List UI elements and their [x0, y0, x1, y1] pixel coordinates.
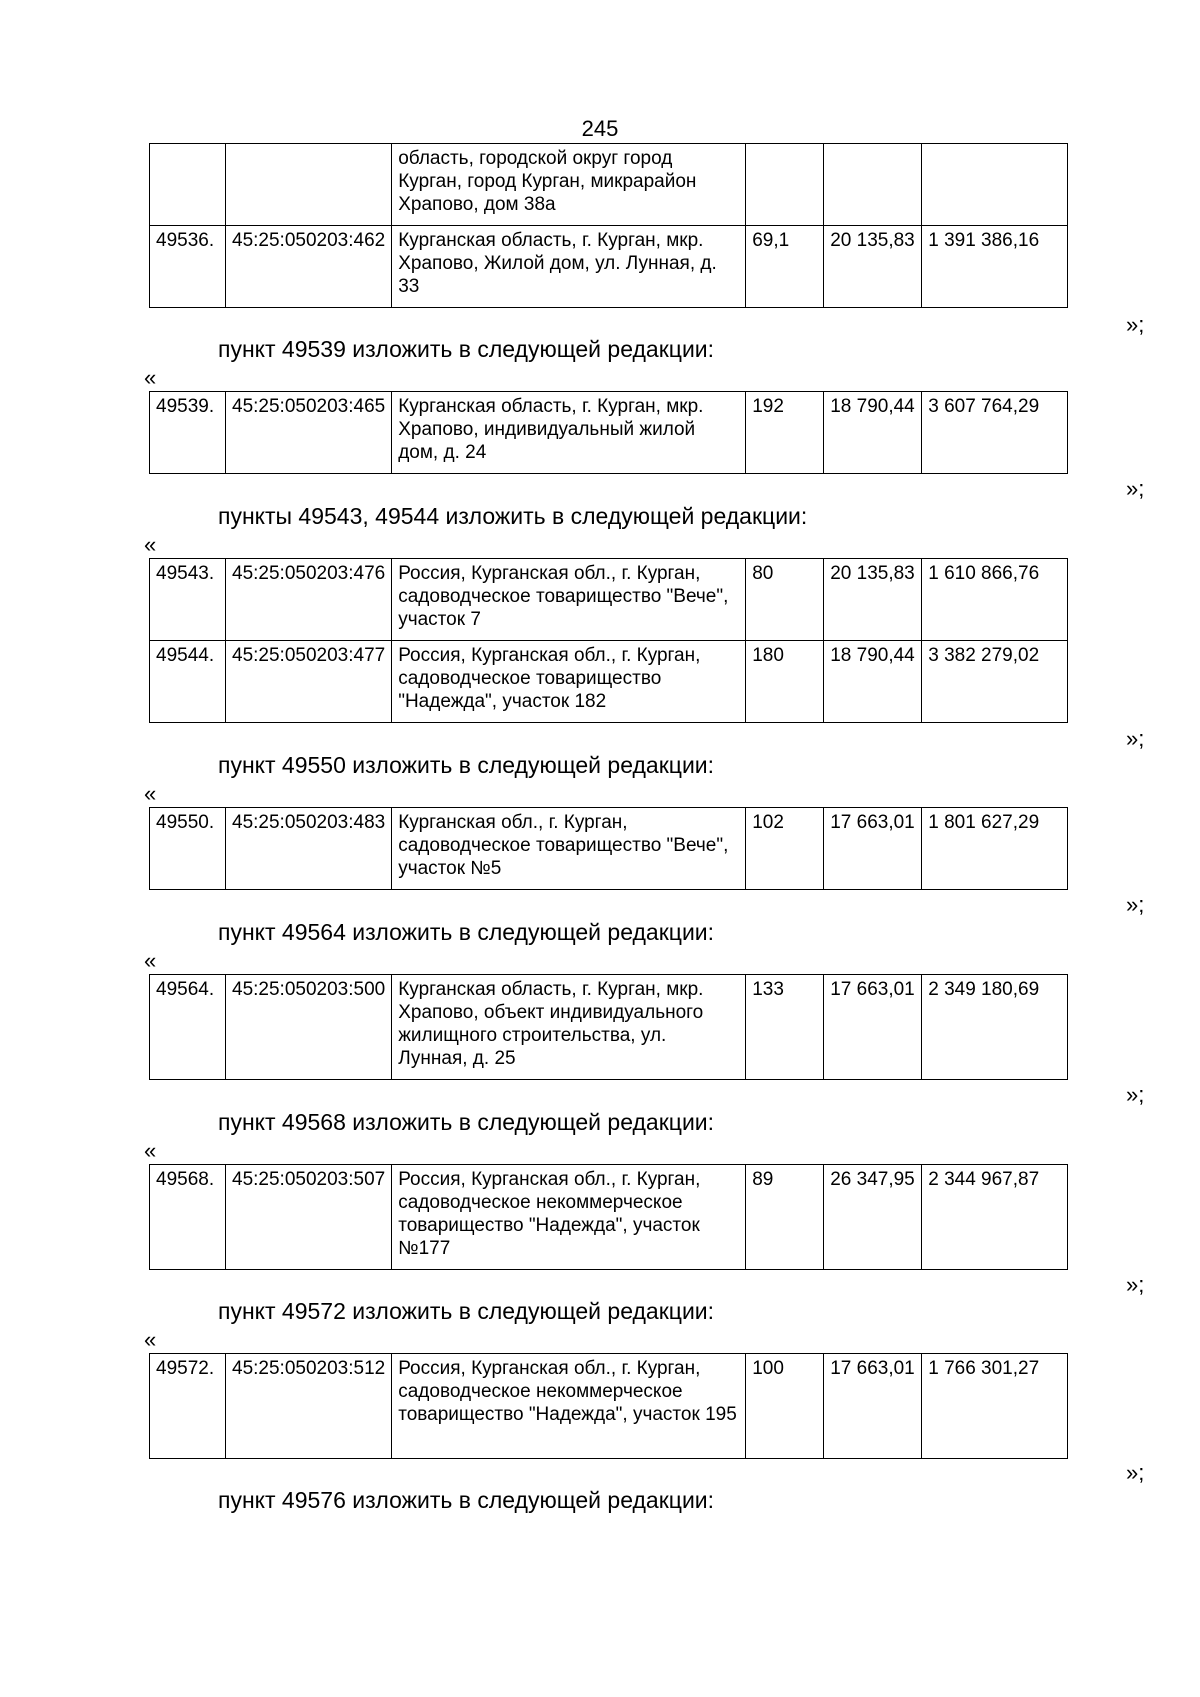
address: Курганская обл., г. Курган, садоводческое товарищество "Вече", участок №5 [392, 808, 746, 890]
unit-value: 17 663,01 [824, 808, 922, 890]
area: 80 [746, 559, 824, 641]
area: 192 [746, 392, 824, 474]
row-number: 49572. [150, 1354, 226, 1459]
closing-quote: »; [1126, 1272, 1145, 1297]
registry-table [149, 558, 1068, 723]
cadastral-value: 2 344 967,87 [922, 1165, 1068, 1270]
cadastral-number: 45:25:050203:465 [226, 392, 392, 474]
row-number: 49568. [150, 1165, 226, 1270]
unit-value: 17 663,01 [824, 975, 922, 1080]
section-intro: пункт 49568 изложить в следующей редакции: [218, 1109, 715, 1135]
section-intro: пункты 49543, 49544 изложить в следующей редакции: [218, 503, 808, 529]
opening-quote: « [144, 365, 157, 390]
registry-table [149, 974, 1068, 1080]
area [746, 144, 824, 226]
cadastral-value [922, 144, 1068, 226]
unit-value: 20 135,83 [824, 559, 922, 641]
table-row [150, 641, 1068, 723]
opening-quote: « [144, 532, 157, 557]
registry-table [149, 1164, 1068, 1270]
section-intro: пункт 49572 изложить в следующей редакции: [218, 1298, 715, 1324]
table-row [150, 144, 1068, 226]
cadastral-value: 2 349 180,69 [922, 975, 1068, 1080]
row-number: 49550. [150, 808, 226, 890]
table-row [150, 559, 1068, 641]
cadastral-number: 45:25:050203:483 [226, 808, 392, 890]
table-row [150, 1354, 1068, 1459]
closing-quote: »; [1126, 1460, 1145, 1485]
cadastral-value: 1 801 627,29 [922, 808, 1068, 890]
unit-value: 18 790,44 [824, 641, 922, 723]
row-number [150, 144, 226, 226]
address: Курганская область, г. Курган, мкр. Храпово, индивидуальный жилой дом, д. 24 [392, 392, 746, 474]
address: Россия, Курганская обл., г. Курган, садоводческое товарищество "Вече", участок 7 [392, 559, 746, 641]
cadastral-value: 3 382 279,02 [922, 641, 1068, 723]
section-intro: пункт 49564 изложить в следующей редакции: [218, 919, 715, 945]
table-row [150, 226, 1068, 308]
closing-quote: »; [1126, 476, 1145, 501]
page-number: 245 [581, 116, 619, 141]
section-intro: пункт 49576 изложить в следующей редакции: [218, 1487, 715, 1513]
table-row [150, 808, 1068, 890]
area: 102 [746, 808, 824, 890]
address: Россия, Курганская обл., г. Курган, садоводческое некоммерческое товарищество "Надежда", участок 195 [392, 1354, 746, 1459]
cadastral-number: 45:25:050203:462 [226, 226, 392, 308]
address: Курганская область, г. Курган, мкр. Храпово, объект индивидуального жилищного строительства, ул. Лунная, д. 25 [392, 975, 746, 1080]
registry-table [149, 1353, 1068, 1459]
table-row [150, 392, 1068, 474]
registry-table [149, 143, 1068, 308]
area: 100 [746, 1354, 824, 1459]
cadastral-number: 45:25:050203:507 [226, 1165, 392, 1270]
opening-quote: « [144, 948, 157, 973]
closing-quote: »; [1126, 892, 1145, 917]
area: 89 [746, 1165, 824, 1270]
opening-quote: « [144, 1138, 157, 1163]
area: 133 [746, 975, 824, 1080]
cadastral-value: 1 610 866,76 [922, 559, 1068, 641]
cadastral-number: 45:25:050203:477 [226, 641, 392, 723]
address: область, городской округ город Курган, город Курган, микрарайон Храпово, дом 38а [392, 144, 746, 226]
area: 180 [746, 641, 824, 723]
unit-value: 18 790,44 [824, 392, 922, 474]
opening-quote: « [144, 1327, 157, 1352]
row-number: 49543. [150, 559, 226, 641]
row-number: 49536. [150, 226, 226, 308]
cadastral-number [226, 144, 392, 226]
cadastral-value: 1 766 301,27 [922, 1354, 1068, 1459]
unit-value: 17 663,01 [824, 1354, 922, 1459]
closing-quote: »; [1126, 726, 1145, 751]
cadastral-number: 45:25:050203:512 [226, 1354, 392, 1459]
row-number: 49544. [150, 641, 226, 723]
row-number: 49539. [150, 392, 226, 474]
table-row [150, 1165, 1068, 1270]
table-row [150, 975, 1068, 1080]
closing-quote: »; [1126, 312, 1145, 337]
address: Россия, Курганская обл., г. Курган, садоводческое некоммерческое товарищество "Надежда", участок №177 [392, 1165, 746, 1270]
area: 69,1 [746, 226, 824, 308]
registry-table [149, 391, 1068, 474]
unit-value: 26 347,95 [824, 1165, 922, 1270]
cadastral-number: 45:25:050203:476 [226, 559, 392, 641]
address: Курганская область, г. Курган, мкр. Храпово, Жилой дом, ул. Лунная, д. 33 [392, 226, 746, 308]
registry-table [149, 807, 1068, 890]
unit-value: 20 135,83 [824, 226, 922, 308]
cadastral-value: 3 607 764,29 [922, 392, 1068, 474]
row-number: 49564. [150, 975, 226, 1080]
section-intro: пункт 49539 изложить в следующей редакции: [218, 336, 715, 362]
section-intro: пункт 49550 изложить в следующей редакции: [218, 752, 715, 778]
address: Россия, Курганская обл., г. Курган, садоводческое товарищество "Надежда", участок 182 [392, 641, 746, 723]
cadastral-number: 45:25:050203:500 [226, 975, 392, 1080]
closing-quote: »; [1126, 1082, 1145, 1107]
opening-quote: « [144, 781, 157, 806]
unit-value [824, 144, 922, 226]
cadastral-value: 1 391 386,16 [922, 226, 1068, 308]
